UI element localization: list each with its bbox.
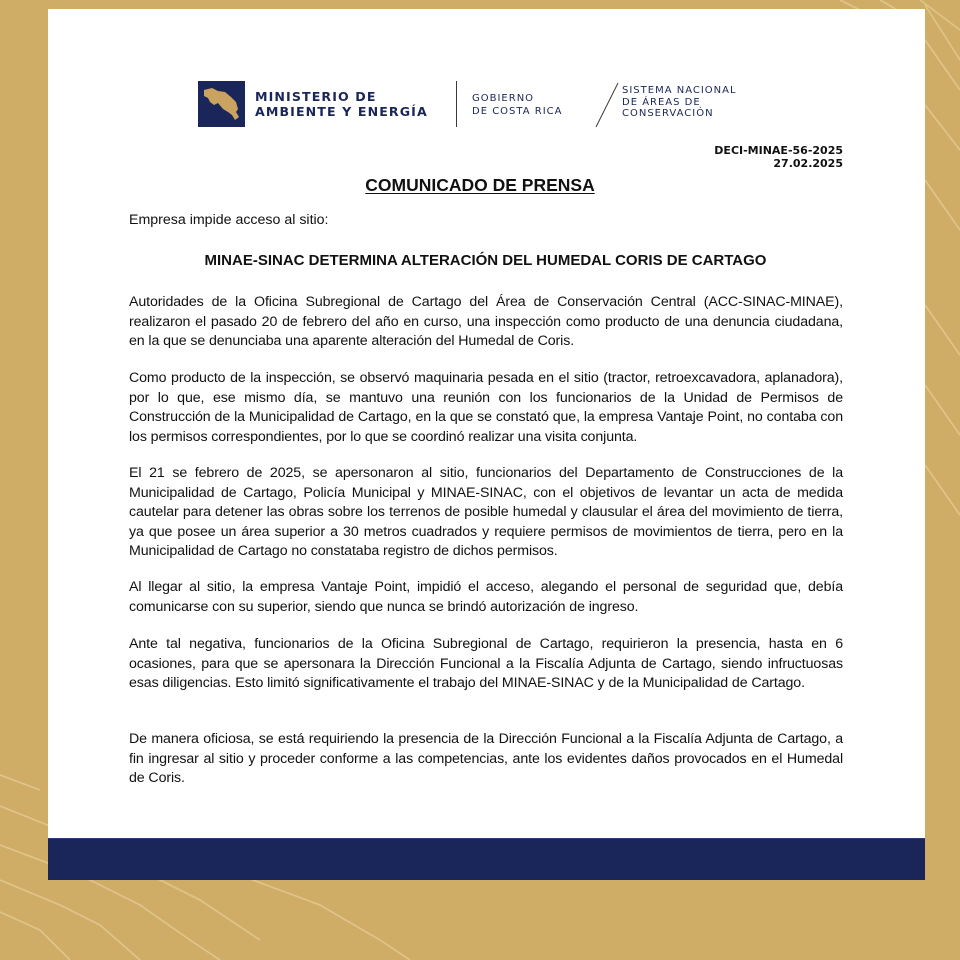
slash-divider: [594, 82, 620, 128]
reference-date: 27.02.2025: [773, 157, 843, 170]
minae-logo: [198, 81, 428, 127]
ministry-name: [255, 89, 428, 119]
paragraph: Como producto de la inspección, se observó maquinaria pesada en el sitio (tractor, retroexcavadora, aplanadora), por lo que, ese mismo día, se mantuvo una reunión con los funcionarios de la Unidad de Permisos de Construcción de la Municipalidad de Cartago, en la que se constató que, la empresa Vantaje Point, no contaba con los permisos correspondientes, por lo que se coordinó realizar una visita conjunta.: [129, 370, 843, 445]
ministry-line-2: AMBIENTE Y ENERGÍA: [255, 104, 428, 119]
sinac-line-2: DE ÁREAS DE: [622, 96, 701, 108]
sinac-logo: [622, 85, 737, 120]
headline: MINAE-SINAC DETERMINA ALTERACIÓN DEL HUMEDAL CORIS DE CARTAGO: [204, 252, 767, 269]
reference-code: DECI-MINAE-56-2025: [714, 144, 843, 157]
kicker-text: Empresa impide acceso al sitio:: [129, 212, 329, 228]
paragraph: El 21 se febrero de 2025, se apersonaron al sitio, funcionarios del Departamento de Construcciones de la Municipalidad de Cartago, Policía Municipal y MINAE-SINAC, con el objetivos de levantar un acta de medida cautelar para detener las obras sobre los terrenos de posible humedal y clausular el área del movimiento de tierra, ya que posee un área superior a 30 metros cuadrados y requiere permisos de movimientos de tierra, pero en la Municipalidad de Cartago no constataba registro de dichos permisos.: [129, 465, 843, 559]
gobierno-line-2: DE COSTA RICA: [472, 106, 563, 117]
ministry-line-1: MINISTERIO DE: [255, 89, 377, 104]
paragraph: Ante tal negativa, funcionarios de la Oficina Subregional de Cartago, requirieron la presencia, hasta en 6 ocasiones, para que se apersonara la Dirección Funcional a la Fiscalía Adjunta de Cartago, siendo infructuosas esas diligencias. Esto limitó significativamente el trabajo del MINAE-SINAC y de la Municipalidad de Cartago.: [129, 636, 843, 691]
gobierno-logo: [472, 92, 562, 118]
footer-band: [48, 838, 925, 880]
costa-rica-map-icon: [198, 81, 245, 127]
document-title: COMUNICADO DE PRENSA: [365, 175, 595, 195]
reference-block: [714, 144, 843, 170]
paragraph: Al llegar al sitio, la empresa Vantaje Point, impidió el acceso, alegando el personal de seguridad que, debía comunicarse con su superior, siendo que nunca se brindó autorización de ingreso.: [129, 579, 843, 615]
document-title-wrap: [0, 175, 960, 196]
logo-divider: [456, 81, 457, 127]
paragraph: Autoridades de la Oficina Subregional de Cartago del Área de Conservación Central (ACC-SINAC-MINAE), realizaron el pasado 20 de febrero del año en curso, una inspección como producto de una denuncia ciudadana, en la que se denunciaba una aparente alteración del Humedal de Coris.: [129, 294, 843, 349]
sinac-line-1: SISTEMA NACIONAL: [622, 85, 737, 96]
paragraph: De manera oficiosa, se está requiriendo la presencia de la Dirección Funcional a la Fiscalía Adjunta de Cartago, a fin ingresar al sitio y proceder conforme a las competencias, ante los evidentes daños provocados en el Humedal de Coris.: [129, 731, 843, 786]
sinac-line-3: CONSERVACIÓN: [622, 108, 714, 119]
gobierno-line-1: GOBIERNO: [472, 93, 535, 104]
